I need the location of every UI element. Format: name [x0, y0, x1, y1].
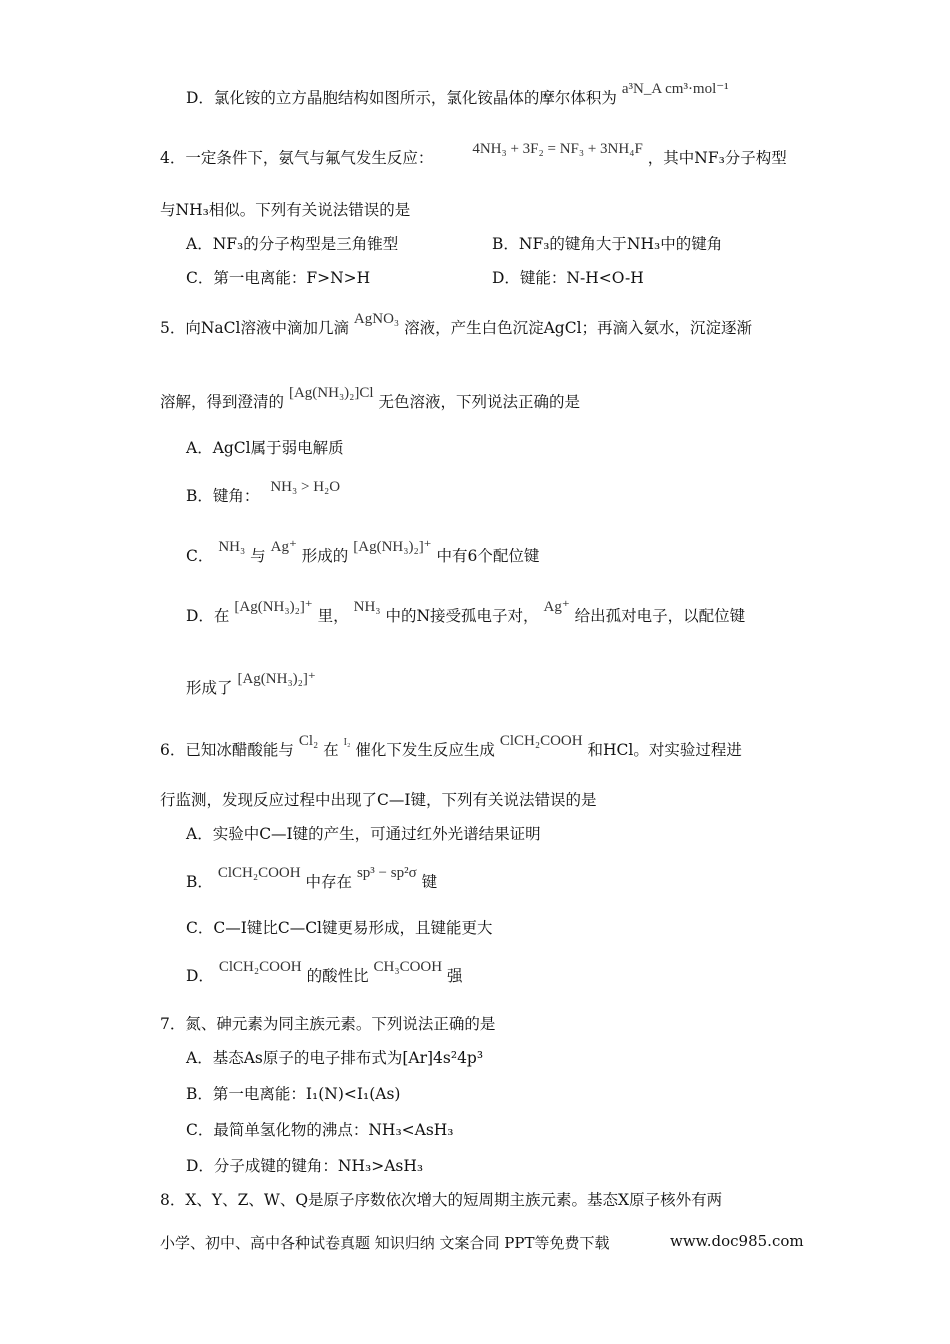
q5-stem-line2: [160, 385, 581, 413]
iodine-formula: I₂: [343, 737, 351, 748]
q5-option-d-label: D．在: [186, 607, 230, 625]
q5-option-d-text2: 中的N接受孤电子对，: [385, 607, 539, 625]
chloroacetic-acid-formula: ClCH₂COOH: [217, 865, 301, 881]
q6-stem-line2: 行监测，发现反应过程中出现了C—I键，下列有关说法错误的是: [160, 791, 597, 809]
q5-option-d-text3: 给出孤对电子，以配位键: [574, 607, 746, 625]
q4-option-a: A．NF₃的分子构型是三角锥型: [186, 235, 399, 253]
q6-option-d-text2: 强: [447, 967, 463, 985]
q6-option-b-text1: 中存在: [305, 873, 353, 891]
q5-option-d-text1: 里，: [317, 607, 349, 625]
q4-stem-line1: [160, 141, 787, 169]
q5-option-c-text2: 形成的: [301, 547, 349, 565]
q6-option-c: C．C—I键比C—Cl键更易形成，且键能更大: [186, 919, 493, 937]
q7-option-a: A．基态As原子的电子排布式为[Ar]4s²4p³: [186, 1049, 484, 1067]
q7-option-d: D．分子成键的键角：NH₃>AsH₃: [186, 1157, 424, 1175]
acetic-acid-formula: CH₃COOH: [373, 959, 443, 975]
q5-option-c: [186, 539, 540, 567]
chlorine-formula: Cl₂: [298, 733, 319, 749]
agno3-formula: AgNO₃: [353, 311, 400, 327]
q5-option-d-line1: [186, 599, 746, 627]
chloroacetic-acid-formula: ClCH₂COOH: [499, 733, 583, 749]
diamminesilver-ion: [Ag(NH₃)₂]⁺: [234, 599, 313, 615]
silver-ion: Ag⁺: [543, 599, 570, 615]
q5-stem-c: 溶解，得到澄清的: [160, 393, 285, 411]
complex-chloride-formula: [Ag(NH₃)₂]Cl: [288, 385, 374, 401]
diamminesilver-ion: [Ag(NH₃)₂]⁺: [353, 539, 432, 555]
q3-option-d: [186, 81, 729, 109]
q6-option-d: [186, 959, 463, 987]
q7-stem: 7．氮、砷元素为同主族元素。下列说法正确的是: [160, 1015, 496, 1033]
silver-ion: Ag⁺: [270, 539, 297, 555]
chloroacetic-acid-formula: ClCH₂COOH: [218, 959, 302, 975]
nh3-formula: NH₃: [353, 599, 381, 615]
nh3-formula: NH₃: [218, 539, 246, 555]
q8-stem: 8．X、Y、Z、W、Q是原子序数依次增大的短周期主族元素。基态X原子核外有两: [160, 1191, 723, 1209]
q4-option-c: C．第一电离能：F>N>H: [186, 269, 371, 287]
diamminesilver-ion: [Ag(NH₃)₂]⁺: [237, 671, 316, 687]
q5-stem-line1: [160, 311, 753, 339]
q7-option-c: C．最简单氢化物的沸点：NH₃<AsH₃: [186, 1121, 454, 1139]
q6-stem-d: 和HCl。对实验过程进: [587, 741, 742, 759]
q6-option-b-text2: 键: [421, 873, 438, 891]
q5-option-c-label: C．: [186, 547, 214, 565]
q5-option-d-text4: 形成了: [186, 679, 233, 697]
q6-option-d-label: D．: [186, 967, 214, 985]
q4-stem-line2: 与NH₃相似。下列有关说法错误的是: [160, 201, 411, 219]
molar-volume-expression: a³N_A cm³·mol⁻¹: [621, 81, 729, 97]
q4-stem-a: 4．一定条件下，氨气与氟气发生反应：: [160, 149, 434, 167]
q5-option-a: A．AgCl属于弱电解质: [186, 439, 344, 457]
bond-angle-comparison: NH₃ > H₂O: [270, 479, 341, 495]
q6-stem-b: 在: [323, 741, 339, 759]
q5-option-b-label: B．键角：: [186, 487, 260, 505]
q3-option-d-text: D．氯化铵的立方晶胞结构如图所示，氯化铵晶体的摩尔体积为: [186, 89, 617, 107]
q5-option-b: [186, 479, 341, 507]
q6-stem-line1: [160, 733, 742, 763]
q6-option-d-text1: 的酸性比: [306, 967, 369, 985]
q6-stem-c: 催化下发生反应生成: [355, 741, 495, 759]
q4-option-d: D．键能：N-H<O-H: [492, 269, 644, 287]
q7-option-b: B．第一电离能：I₁(N)<I₁(As): [186, 1085, 401, 1103]
q4-stem-b: ，其中NF₃分子构型: [647, 149, 787, 167]
footer-url[interactable]: www.doc985.com: [670, 1232, 804, 1250]
q5-option-c-text3: 中有6个配位键: [436, 547, 540, 565]
q6-option-b-label: B．: [186, 873, 213, 891]
reaction-equation: 4NH₃ + 3F₂ = NF₃ + 3NH₄F: [472, 141, 643, 157]
q6-option-b: [186, 865, 438, 893]
q6-option-a: A．实验中C—I键的产生，可通过红外光谱结果证明: [186, 825, 541, 843]
q5-stem-d: 无色溶液，下列说法正确的是: [378, 393, 581, 411]
q5-option-c-text1: 与: [250, 547, 266, 565]
q6-stem-a: 6．已知冰醋酸能与: [160, 741, 294, 759]
footer-text: 小学、初中、高中各种试卷真题 知识归纳 文案合同 PPT等免费下载: [160, 1234, 610, 1252]
q5-stem-b: 溶液，产生白色沉淀AgCl；再滴入氨水，沉淀逐渐: [404, 319, 753, 337]
q4-option-b: B．NF₃的键角大于NH₃中的键角: [492, 235, 723, 253]
q5-stem-a: 5．向NaCl溶液中滴加几滴: [160, 319, 349, 337]
sigma-bond-type: sp³ − sp²σ: [356, 865, 417, 881]
q5-option-d-line2: [186, 671, 316, 699]
